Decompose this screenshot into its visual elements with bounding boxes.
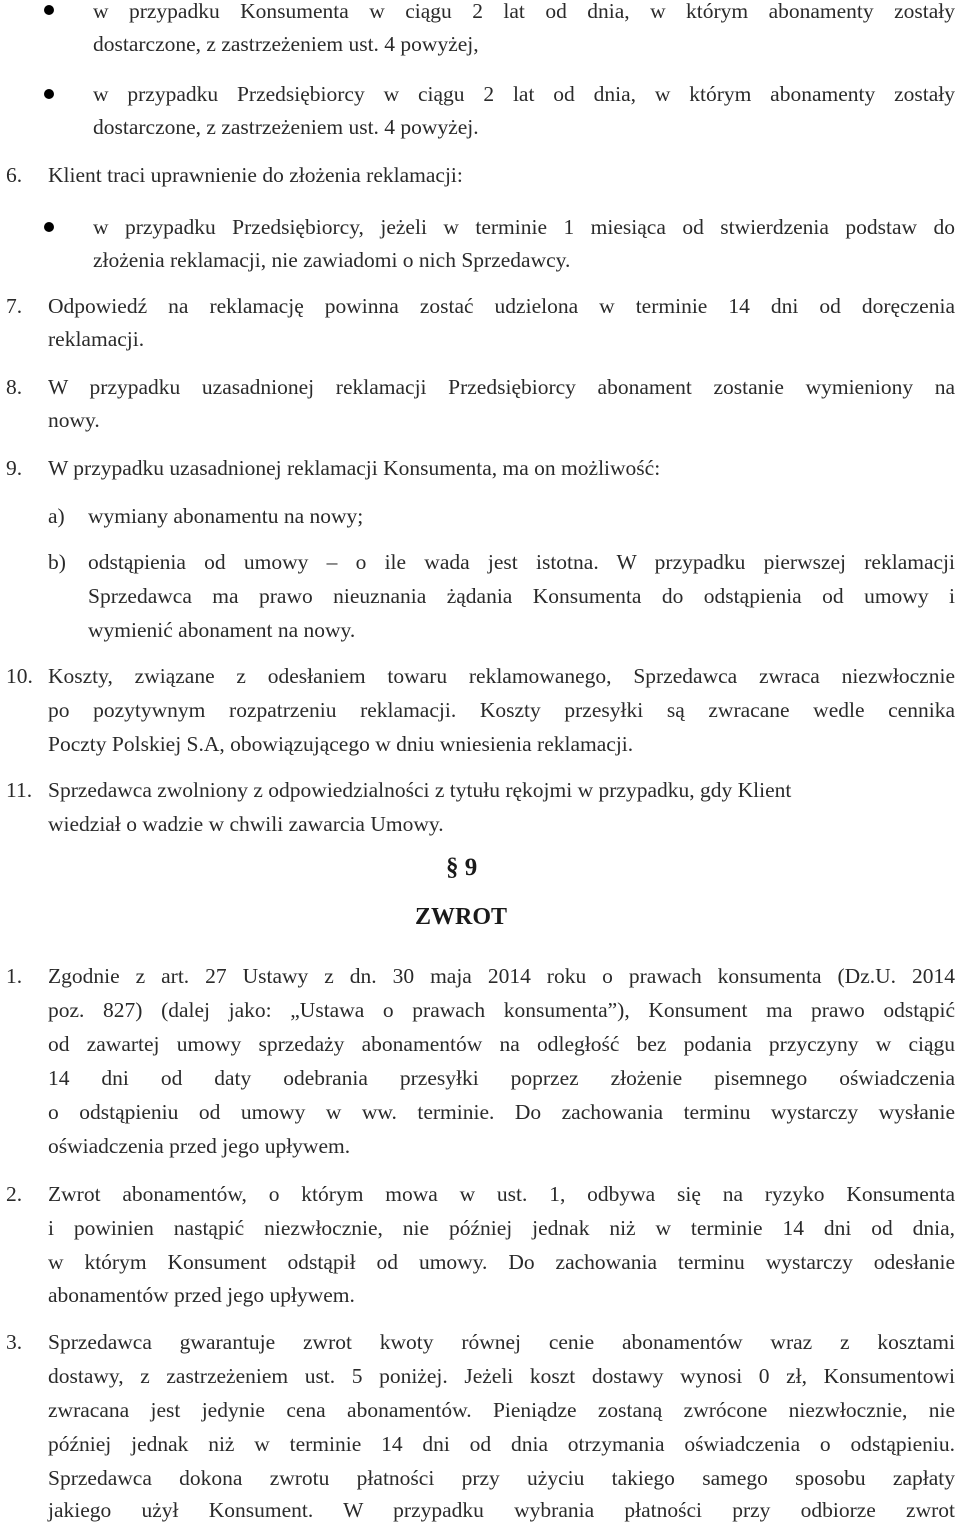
item-line: Odpowiedź na reklamację powinna zostać udzielona w terminie 14 dni od doręczenia	[48, 294, 955, 318]
item-number: 9.	[6, 456, 23, 480]
bullet-line: dostarczone, z zastrzeżeniem ust. 4 powyżej.	[93, 115, 479, 139]
subitem-text: wymiany abonamentu na nowy;	[88, 504, 364, 528]
item-text: Klient traci uprawnienie do złożenia reklamacji:	[48, 163, 463, 187]
item-line: jakiego użył Konsument. W przypadku wybrania płatności przy odbiorze zwrot	[48, 1498, 955, 1522]
item-line: W przypadku uzasadnionej reklamacji Przedsiębiorcy abonament zostanie wymieniony na	[48, 375, 955, 399]
item-number: 2.	[6, 1182, 23, 1206]
item-line: Sprzedawca dokona zwrotu płatności przy użyciu takiego samego sposobu zapłaty	[48, 1466, 955, 1490]
bullet-line: dostarczone, z zastrzeżeniem ust. 4 powyżej,	[93, 32, 479, 56]
item-number: 11.	[6, 778, 33, 802]
item-number: 8.	[6, 375, 23, 399]
item-line: Koszty, związane z odesłaniem towaru reklamowanego, Sprzedawca zwraca niezwłocznie	[48, 664, 955, 688]
bullet-icon	[44, 222, 54, 232]
item-line: poz. 827) (dalej jako: „Ustawa o prawach konsumenta”), Konsument ma prawo odstąpić	[48, 998, 955, 1022]
bullet-line: w przypadku Konsumenta w ciągu 2 lat od dnia, w którym abonamenty zostały	[93, 0, 955, 23]
item-line: od zawartej umowy sprzedaży abonamentów na odległość bez podania przyczyny w ciągu	[48, 1032, 955, 1056]
item-line: zwracana jest jedynie cena abonamentów. Pieniądze zostaną zwrócone niezwłocznie, nie	[48, 1398, 955, 1422]
item-number: 1.	[6, 964, 23, 988]
item-number: 6.	[6, 163, 23, 187]
item-line: Sprzedawca gwarantuje zwrot kwoty równej cenie abonamentów wraz z kosztami	[48, 1330, 955, 1354]
item-number: 7.	[6, 294, 23, 318]
item-number: 3.	[6, 1330, 23, 1354]
item-line: Sprzedawca zwolniony z odpowiedzialności z tytułu rękojmi w przypadku, gdy Klient	[48, 778, 792, 802]
item-line: wiedział o wadzie w chwili zawarcia Umowy.	[48, 812, 444, 836]
item-line: w którym Konsument odstąpił od umowy. Do zachowania terminu wystarczy odesłanie	[48, 1250, 955, 1274]
bullet-line: w przypadku Przedsiębiorcy w ciągu 2 lat od dnia, w którym abonamenty zostały	[93, 82, 955, 106]
bullet-line: złożenia reklamacji, nie zawiadomi o nich Sprzedawcy.	[93, 248, 571, 272]
item-line: Poczty Polskiej S.A, obowiązującego w dniu wniesienia reklamacji.	[48, 732, 634, 756]
item-line: później jednak niż w terminie 14 dni od dnia otrzymania oświadczenia o odstąpieniu.	[48, 1432, 955, 1456]
item-line: Zgodnie z art. 27 Ustawy z dn. 30 maja 2014 roku o prawach konsumenta (Dz.U. 2014	[48, 964, 955, 988]
bullet-icon	[44, 89, 54, 99]
bullet-icon	[44, 5, 54, 15]
item-line: nowy.	[48, 408, 100, 432]
item-line: o odstąpieniu od umowy w ww. terminie. Do zachowania terminu wystarczy wysłanie	[48, 1100, 955, 1124]
subitem-line: wymienić abonament na nowy.	[88, 618, 356, 642]
item-line: 14 dni od daty odebrania przesyłki poprzez złożenie pisemnego oświadczenia	[48, 1066, 955, 1090]
subitem-label: a)	[48, 504, 65, 528]
item-line: Zwrot abonamentów, o którym mowa w ust. 1, odbywa się na ryzyko Konsumenta	[48, 1182, 955, 1206]
item-line: reklamacji.	[48, 327, 145, 351]
item-line: abonamentów przed jego upływem.	[48, 1283, 355, 1307]
subitem-line: odstąpienia od umowy – o ile wada jest istotna. W przypadku pierwszej reklamacji	[88, 550, 955, 574]
subitem-label: b)	[48, 550, 66, 574]
section-paragraph: § 9	[446, 854, 478, 881]
item-line: i powinien nastąpić niezwłocznie, nie później jednak niż w terminie 14 dni od dnia,	[48, 1216, 955, 1240]
item-line: oświadczenia przed jego upływem.	[48, 1134, 351, 1158]
item-number: 10.	[6, 664, 33, 688]
section-title: ZWROT	[415, 904, 508, 930]
item-text: W przypadku uzasadnionej reklamacji Konsumenta, ma on możliwość:	[48, 456, 661, 480]
item-line: po pozytywnym rozpatrzeniu reklamacji. Koszty przesyłki są zwracane wedle cennika	[48, 698, 955, 722]
item-line: dostawy, z zastrzeżeniem ust. 5 poniżej. Jeżeli koszt dostawy wynosi 0 zł, Konsumentowi	[48, 1364, 955, 1388]
bullet-line: w przypadku Przedsiębiorcy, jeżeli w terminie 1 miesiąca od stwierdzenia podstaw do	[93, 215, 955, 239]
subitem-line: Sprzedawca ma prawo nieuznania żądania Konsumenta do odstąpienia od umowy i	[88, 584, 955, 608]
